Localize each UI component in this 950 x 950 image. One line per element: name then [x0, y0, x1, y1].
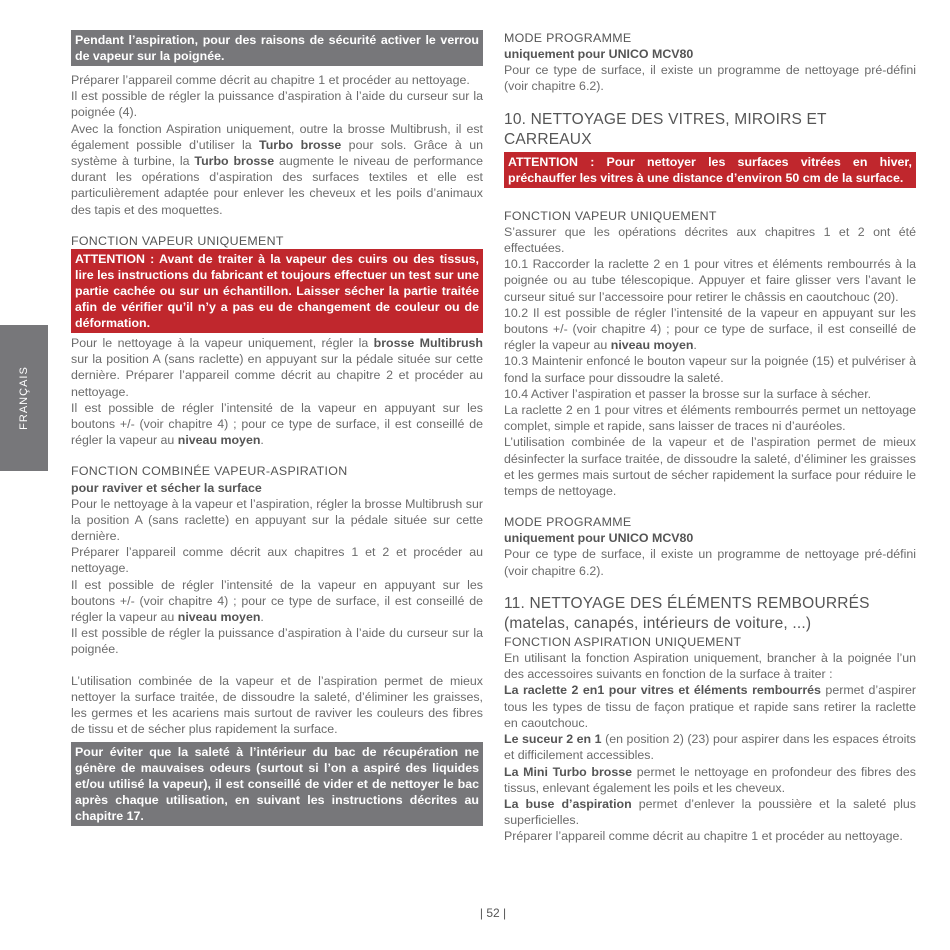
paragraph: 10.1 Raccorder la raclette 2 en 1 pour vitres et éléments rembourrés à la poignée ou au tube télescopique. Appuyer et faire glisser vers l’avant le curseur situé sur l’accessoire pour retirer le châssis en caoutchouc (20). [504, 257, 916, 304]
paragraph: 10.3 Maintenir enfoncé le bouton vapeur sur la poignée (15) et pulvériser à fond la surface pour dissoudre la saleté. [504, 354, 916, 385]
paragraph: Préparer l’appareil comme décrit aux chapitres 1 et 2 et procéder au nettoyage. [71, 545, 483, 576]
section-heading-program-mode: MODE PROGRAMME [504, 31, 632, 45]
paragraph: Il est possible de régler la puissance d’aspiration à l’aide du curseur sur la poignée (4). [71, 89, 483, 120]
section-subheading: uniquement pour UNICO MCV80 [504, 531, 694, 546]
paragraph: Il est possible de régler la puissance d’aspiration à l’aide du curseur sur la poignée. [71, 626, 483, 657]
language-label: FRANÇAIS [18, 366, 30, 430]
paragraph: L’utilisation combinée de la vapeur et de l’aspiration permet de mieux nettoyer la surface traitée, de dissoudre la saleté, d’éliminer les graisses, les germes et les acariens mais surtout de raviver les couleurs des fibres de tissu et de sécher plus rapidement la surface. [71, 673, 483, 737]
paragraph: Préparer l’appareil comme décrit au chapitre 1 et procéder au nettoyage. [71, 73, 470, 87]
chapter-heading-10: 10. NETTOYAGE DES VITRES, MIROIRS ET CARREAUX [504, 110, 827, 148]
section-heading-combined: FONCTION COMBINÉE VAPEUR-ASPIRATION [71, 464, 348, 479]
section-subheading: pour raviver et sécher la surface [71, 480, 262, 495]
paragraph: 10.4 Activer l’aspiration et passer la brosse sur la surface à sécher. [504, 386, 872, 401]
section-heading-program-mode: MODE PROGRAMME [504, 515, 632, 530]
paragraph: L’utilisation combinée de la vapeur et de l’aspiration permet de mieux désinfecter la surface traitée, de dissoudre la saleté, d’éliminer les graisses et les germes mais surtout de sécher rapidement la surface pour réduire le temps de nettoyage. [504, 435, 916, 499]
paragraph: 10.2 Il est possible de régler l’intensité de la vapeur en appuyant sur les boutons +/- (voir chapitre 4) ; pour ce type de surface, il est conseillé de régler la vapeur au niveau moyen. [504, 305, 916, 353]
section-heading-steam-only: FONCTION VAPEUR UNIQUEMENT [504, 208, 717, 223]
language-side-tab [0, 325, 48, 471]
page-number: | 52 | [479, 906, 507, 920]
paragraph: Le suceur 2 en 1 (en position 2) (23) pour aspirer dans les espaces étroits et difficilement accessibles. [504, 732, 916, 763]
section-subheading: uniquement pour UNICO MCV80 [504, 47, 694, 62]
paragraph: Avec la fonction Aspiration uniquement, outre la brosse Multibrush, il est également possible d’utiliser la Turbo brosse pour sols. Grâce à un système à turbine, la Turbo brosse augmente le niveau de performance durant les opérations d’aspiration des surfaces textiles et elle est particulièrement adaptée pour enlever les cheveux et les poils d’animaux des tapis et des moquettes. [71, 121, 483, 217]
paragraph: La raclette 2 en 1 pour vitres et éléments rembourrés permet un nettoyage complet, simple et rapide, sans laisser de traces ni d’auréoles. [504, 403, 916, 434]
paragraph: Il est possible de régler l’intensité de la vapeur en appuyant sur les boutons +/- (voir chapitre 4) ; pour ce type de surface, il est conseillé de régler la vapeur au niveau moyen. [71, 400, 483, 448]
paragraph: La Mini Turbo brosse permet le nettoyage en profondeur des fibres des tissus, enlevant également les poils et les cheveux. [504, 764, 916, 795]
paragraph: Pour ce type de surface, il existe un programme de nettoyage pré-défini (voir chapitre 6.2). [504, 63, 916, 94]
paragraph: La raclette 2 en1 pour vitres et éléments rembourrés permet d’aspirer tous les types de tissu de façon pratique et rapide sans retirer la raclette en caoutchouc. [504, 683, 917, 730]
chapter-subheading-11: (matelas, canapés, intérieurs de voiture, ...) [504, 614, 812, 632]
left-column [71, 30, 483, 826]
note-empty-container: Pour éviter que la saleté à l’intérieur du bac de récupération ne génère de mauvaises odeurs (surtout si l’on a aspiré des liquides et/ou utilisé la vapeur), il est conseillé de vider et de nettoyer le bac après chaque utilisation, en suivant les instructions décrites au chapitre 17. [71, 742, 483, 826]
right-column [504, 30, 916, 845]
section-heading-suction-only: FONCTION ASPIRATION UNIQUEMENT [504, 634, 742, 649]
chapter-heading-11: 11. NETTOYAGE DES ÉLÉMENTS REMBOURRÉS [504, 594, 870, 612]
paragraph: S’assurer que les opérations décrites aux chapitres 1 et 2 ont été effectuées. [504, 224, 916, 256]
paragraph: Pour ce type de surface, il existe un programme de nettoyage pré-défini (voir chapitre 6.2). [504, 547, 916, 578]
section-heading-steam-only: FONCTION VAPEUR UNIQUEMENT [71, 233, 284, 248]
paragraph: Pour le nettoyage à la vapeur et l’aspiration, régler la brosse Multibrush sur la position A (sans raclette) en appuyant sur la pédale située sur cette dernière. [71, 496, 483, 544]
paragraph: Pour le nettoyage à la vapeur uniquement, régler la brosse Multibrush sur la position A (sans raclette) en appuyant sur la pédale située sur cette dernière. Préparer l’appareil comme décrit au chapitre 2 et procéder au nettoyage. [71, 336, 483, 399]
paragraph: En utilisant la fonction Aspiration uniquement, brancher à la poignée l’un des accessoires suivants en fonction de la surface à traiter : [504, 651, 916, 682]
safety-note-steam-lock: Pendant l’aspiration, pour des raisons de sécurité activer le verrou de vapeur sur la poignée. [71, 30, 483, 66]
paragraph: Préparer l’appareil comme décrit au chapitre 1 et procéder au nettoyage. [504, 829, 903, 844]
warning-winter-glass: ATTENTION : Pour nettoyer les surfaces vitrées en hiver, préchauffer les vitres à une distance d’environ 50 cm de la surface. [504, 152, 916, 188]
warning-leather-fabric: ATTENTION : Avant de traiter à la vapeur des cuirs ou des tissus, lire les instructions du fabricant et toujours effectuer un test sur une partie cachée ou sur un échantillon. Laisser sécher la partie traitée afin de vérifier qu’il n’y a pas eu de changement de couleur ou de déformation. [71, 249, 483, 333]
paragraph: Il est possible de régler l’intensité de la vapeur en appuyant sur les boutons +/- (voir chapitre 4) ; pour ce type de surface, il est conseillé de régler la vapeur au niveau moyen. [71, 577, 483, 625]
paragraph: La buse d’aspiration permet d’enlever la poussière et la saleté plus superficielles. [504, 796, 916, 828]
